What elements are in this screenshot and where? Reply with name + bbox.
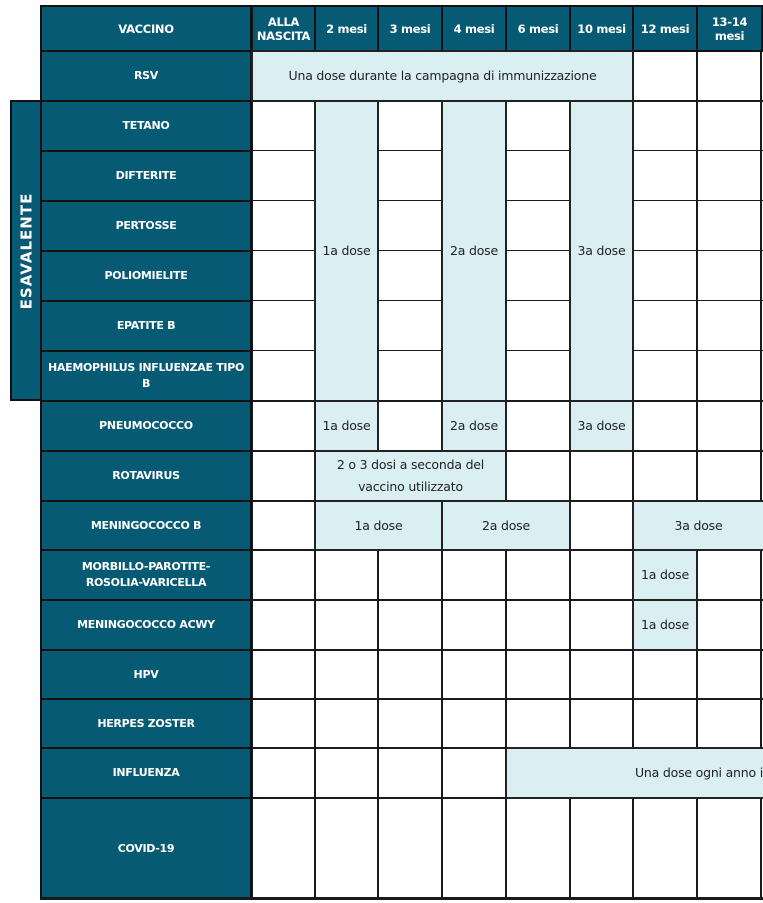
row-label-pertosse: PERTOSSE bbox=[40, 200, 252, 252]
table-bottom-border bbox=[40, 897, 763, 900]
column-header-12-months: 12 mesi bbox=[632, 5, 698, 52]
row-label-meningococco-b: MENINGOCOCCO B bbox=[40, 500, 252, 551]
row-label-hpv: HPV bbox=[40, 649, 252, 700]
dose-esavalente-1: 1a dose bbox=[314, 100, 379, 402]
row-label-influenza: INFLUENZA bbox=[40, 747, 252, 799]
row-label-haemophilus: HAEMOPHILUS INFLUENZAE TIPO B bbox=[40, 350, 252, 402]
dose-esavalente-3: 3a dose bbox=[569, 100, 634, 402]
row-label-rsv: RSV bbox=[40, 50, 252, 102]
dose-mprv-1: 1a dose bbox=[632, 549, 698, 601]
dose-rotavirus: 2 o 3 dosi a seconda del vaccino utilizzato bbox=[314, 450, 507, 502]
row-label-poliomielite: POLIOMIELITE bbox=[40, 250, 252, 302]
row-label-mprv: MORBILLO-PAROTITE-ROSOLIA-VARICELLA bbox=[40, 549, 252, 601]
dose-meningococco-acwy-1: 1a dose bbox=[632, 599, 698, 651]
esavalente-group-label: ESAVALENTE bbox=[10, 100, 42, 401]
column-header-13-14-months: 13-14 mesi bbox=[696, 5, 763, 52]
dose-pneumococco-2: 2a dose bbox=[441, 400, 507, 452]
grid-line bbox=[251, 698, 763, 700]
row-label-epatite-b: EPATITE B bbox=[40, 300, 252, 352]
column-header-birth: ALLA NASCITA bbox=[251, 5, 316, 52]
column-header-4-months: 4 mesi bbox=[441, 5, 507, 52]
row-label-herpes-zoster: HERPES ZOSTER bbox=[40, 698, 252, 749]
row-label-covid-19: COVID-19 bbox=[40, 797, 252, 900]
column-header-vaccine: VACCINO bbox=[40, 5, 252, 52]
column-header-2-months: 2 mesi bbox=[314, 5, 379, 52]
column-header-6-months: 6 mesi bbox=[505, 5, 571, 52]
dose-meningococco-b-2: 2a dose bbox=[441, 500, 571, 551]
dose-meningococco-b-3: 3a dose bbox=[632, 500, 763, 551]
row-label-rotavirus: ROTAVIRUS bbox=[40, 450, 252, 502]
dose-meningococco-b-1: 1a dose bbox=[314, 500, 443, 551]
column-header-3-months: 3 mesi bbox=[377, 5, 443, 52]
dose-pneumococco-3: 3a dose bbox=[569, 400, 634, 452]
row-label-difterite: DIFTERITE bbox=[40, 150, 252, 202]
row-label-meningococco-acwy: MENINGOCOCCO ACWY bbox=[40, 599, 252, 651]
dose-rsv: Una dose durante la campagna di immunizzazione bbox=[251, 50, 634, 102]
row-label-pneumococco: PNEUMOCOCCO bbox=[40, 400, 252, 452]
dose-esavalente-2: 2a dose bbox=[441, 100, 507, 402]
dose-pneumococco-1: 1a dose bbox=[314, 400, 379, 452]
column-header-10-months: 10 mesi bbox=[569, 5, 634, 52]
dose-influenza: Una dose ogni anno i bbox=[505, 747, 763, 799]
row-label-tetano: TETANO bbox=[40, 100, 252, 152]
